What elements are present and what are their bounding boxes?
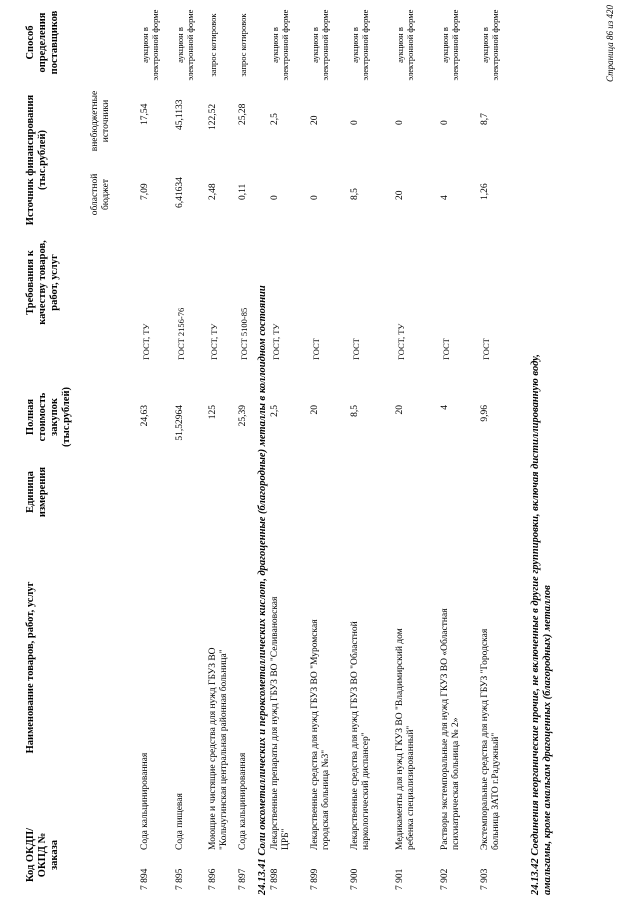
item-total: 8,5: [350, 405, 360, 417]
item-name: Растворы экстемпоральные для нужд ГКУЗ ВО «Областная психиатрическая больница № 2»: [440, 608, 461, 850]
order-number: 7 902: [440, 868, 450, 890]
item-name: Лекарственные средства для нужд ГБУЗ ВО "Муромская городская больница №3": [310, 619, 331, 850]
item-name: Сода кальцинированная: [140, 752, 150, 850]
item-total: 125: [208, 405, 218, 420]
item-regional: 4: [440, 195, 450, 200]
header-total: Полная стоимость закупок (тыс.рублей): [25, 386, 72, 448]
order-number: 7 898: [270, 868, 280, 890]
item-total: 20: [395, 405, 405, 415]
item-requirements: ГОСТ: [481, 338, 491, 360]
order-number: 7 896: [208, 868, 218, 890]
item-method: аукцион в электронной форме: [440, 9, 460, 81]
item-total: 51,52964: [175, 405, 185, 441]
order-number: 7 901: [395, 868, 405, 890]
item-regional: 20: [395, 190, 405, 200]
item-extra: 45,1133: [175, 99, 185, 130]
order-number: 7 895: [175, 868, 185, 890]
header-requirements: Требования к качеству товаров, работ, услуг: [25, 240, 60, 325]
item-requirements: ГОСТ: [311, 338, 321, 360]
item-extra: 0: [350, 120, 360, 125]
item-name: Моющие и чистящие средства для нужд ГБУЗ ВО "Кольчугинская центральная районная больница": [208, 647, 229, 850]
item-extra: 2,5: [270, 113, 280, 125]
item-regional: 2,48: [208, 183, 218, 200]
order-number: 7 894: [140, 868, 150, 890]
item-extra: 8,7: [480, 113, 490, 125]
header-funding: Источник финансирования (тыс.рублей): [25, 94, 48, 226]
item-extra: 25,28: [238, 103, 248, 125]
section-title: Соединения неорганические прочие, не включенные в другие группировки, включая дистиллированную воду, амальгамы, кроме амальгам драгоценных (благородных) металлов: [530, 354, 553, 895]
item-name: Сода кальцинированная: [238, 752, 248, 850]
item-total: 9,96: [480, 405, 490, 422]
section-heading: [257, 175, 269, 895]
item-extra: 17,54: [140, 103, 150, 125]
item-requirements: ГОСТ: [351, 338, 361, 360]
item-requirements: ГОСТ, ТУ: [396, 323, 406, 360]
item-total: 2,5: [270, 405, 280, 417]
item-method: запрос котировок: [208, 13, 218, 77]
header-name: Наименование товаров, работ, услуг: [25, 581, 36, 754]
item-method: аукцион в электронной форме: [350, 9, 370, 81]
item-method: аукцион в электронной форме: [175, 9, 195, 81]
header-method: Способ определения поставщиков: [25, 10, 60, 75]
item-regional: 0: [310, 195, 320, 200]
item-regional: 7,09: [140, 183, 150, 200]
item-requirements: ГОСТ, ТУ: [271, 323, 281, 360]
item-name: Лекарственные препараты для нужд ГБУЗ ВО "Селивановская ЦРБ": [270, 596, 291, 850]
item-regional: 0: [270, 195, 280, 200]
item-total: 20: [310, 405, 320, 415]
item-name: Медикаменты для нужд ГКУЗ ВО "Владимирский дом ребенка специализированный": [395, 628, 416, 850]
item-regional: 0,11: [238, 183, 248, 200]
item-name: Экстемпоральные средства для нужд ГБУЗ "Городская больница ЗАТО г.Радужный": [480, 628, 501, 850]
item-regional: 8,5: [350, 188, 360, 200]
item-name: Лекарственные средства для нужд ГБУЗ ВО "Областной наркологический диспансер": [350, 621, 371, 850]
item-requirements: ГОСТ, ТУ: [209, 323, 219, 360]
item-method: аукцион в электронной форме: [140, 9, 160, 81]
item-requirements: ГОСТ 5100-85: [239, 307, 249, 360]
section-code: 24.13.42: [530, 858, 541, 895]
item-method: запрос котировок: [238, 13, 248, 77]
item-total: 24,63: [140, 405, 150, 427]
item-method: аукцион в электронной форме: [310, 9, 330, 81]
order-number: 7 903: [480, 868, 490, 890]
header-regional: областной бюджет: [90, 173, 111, 216]
section-code: 24.13.41: [257, 858, 268, 895]
order-number: 7 900: [350, 868, 360, 890]
item-regional: 1,26: [480, 183, 490, 200]
item-requirements: ГОСТ 2156-76: [176, 307, 186, 360]
item-extra: 0: [395, 120, 405, 125]
item-regional: 6,41634: [175, 177, 185, 208]
order-number: 7 899: [310, 868, 320, 890]
header-extra: внебюджетные источники: [90, 90, 111, 152]
item-method: аукцион в электронной форме: [480, 9, 500, 81]
item-total: 4: [440, 405, 450, 410]
header-code: Код ОКДП/ ОКПД № заказа: [25, 827, 60, 883]
item-extra: 20: [310, 115, 320, 125]
header-unit: Единица измерения: [25, 466, 48, 518]
item-extra: 0: [440, 120, 450, 125]
section-heading: [530, 335, 554, 895]
item-extra: 122,52: [208, 103, 218, 130]
item-requirements: ГОСТ, ТУ: [141, 323, 151, 360]
item-total: 25,39: [238, 405, 248, 427]
item-method: аукцион в электронной форме: [395, 9, 415, 81]
order-number: 7 897: [238, 868, 248, 890]
item-method: аукцион в электронной форме: [270, 9, 290, 81]
page-footer: Страница 86 из 420: [605, 5, 615, 82]
item-name: Сода пищевая: [175, 793, 185, 850]
section-title: Соли оксометаллических и пероксометаллических кислот, драгоценные (благородные) металлы в коллоидном состоянии: [257, 285, 268, 856]
item-requirements: ГОСТ: [441, 338, 451, 360]
